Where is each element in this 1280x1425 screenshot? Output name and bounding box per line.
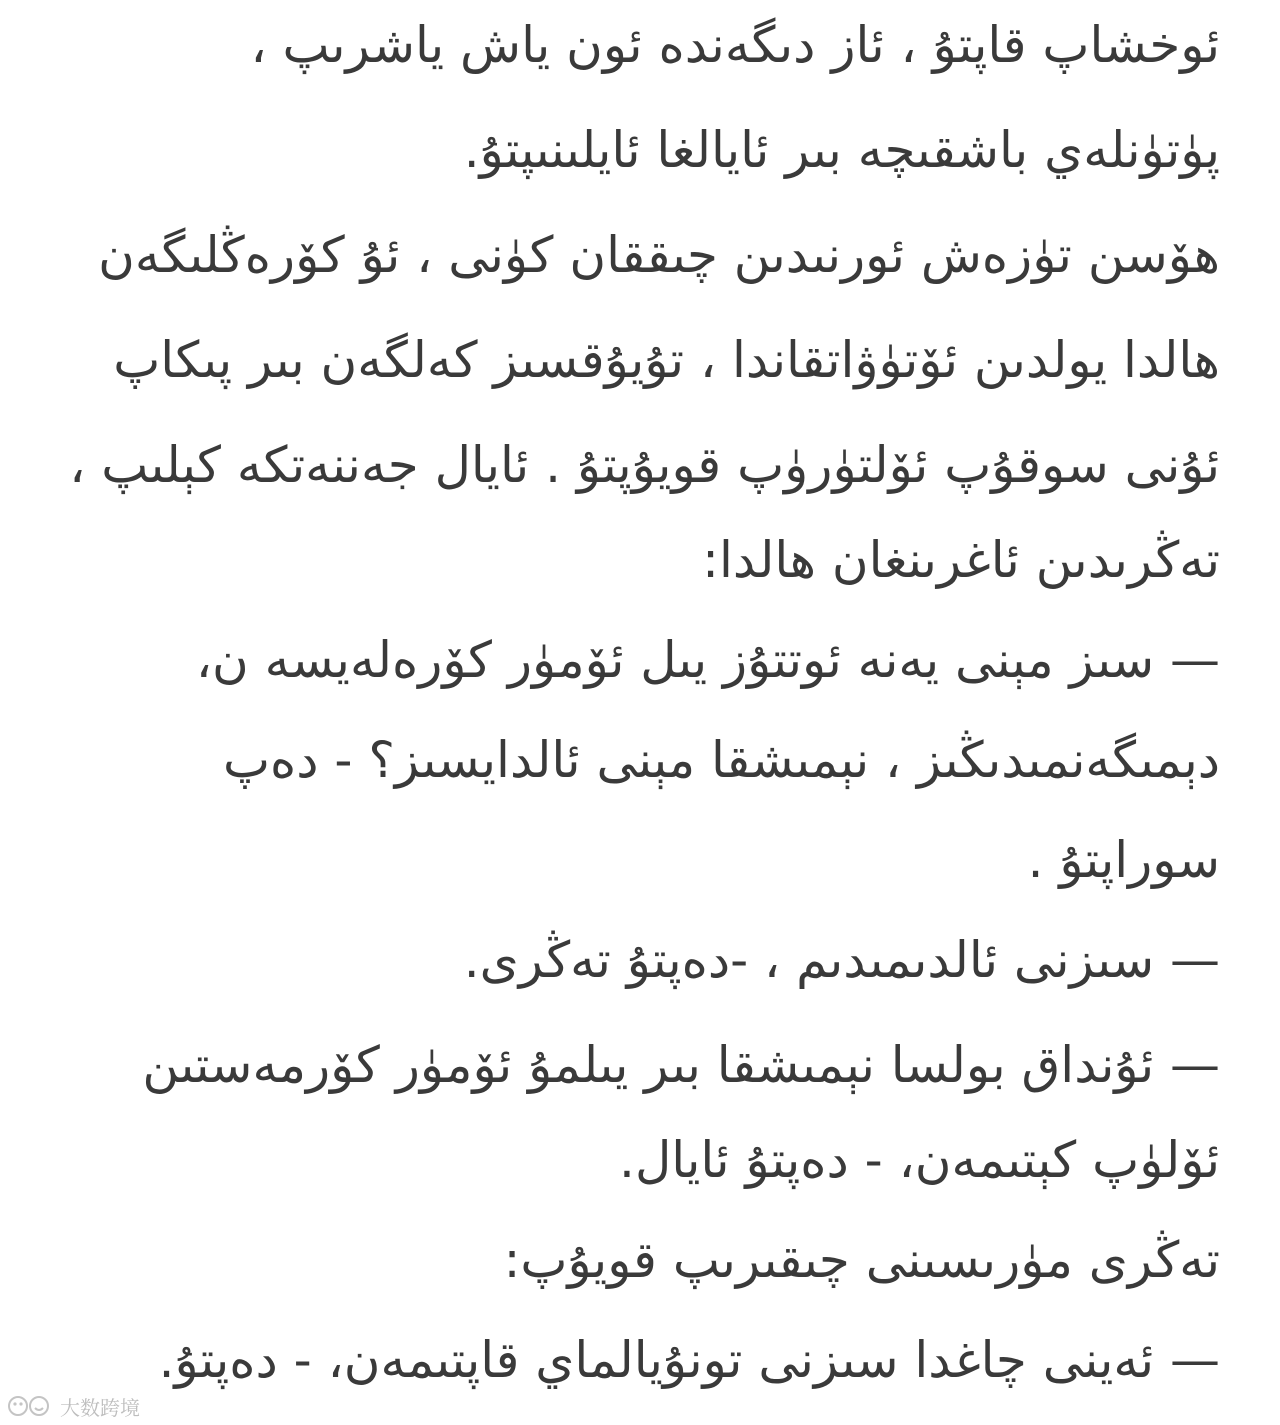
text-line-4: ھالدا يولدىن ئۆتۈۋاتقاندا ، تۇيۇقسىز كەلگەن بىر پىكاپ: [113, 331, 1220, 389]
watermark: [6, 1391, 140, 1421]
text-line-8: دېمىگەنمىدىڭىز ، نېمىشقا مېنى ئالدايسىز؟ - دەپ: [222, 731, 1220, 789]
text-line-9: سوراپتۇ .: [1027, 831, 1220, 889]
watermark-text: 大数跨境: [60, 1395, 140, 1420]
text-line-11: — ئۇنداق بولسا نېمىشقا بىر يىلمۇ ئۆمۈر كۆرمەستىن: [142, 1036, 1220, 1094]
text-line-13: تەڭرى مۈرىسىنى چىقىرىپ قويۇپ:: [503, 1231, 1220, 1289]
kaola-logo-icon: [6, 1393, 54, 1419]
text-line-3: ھۆسن تۈزەش ئورنىدىن چىققان كۈنى ، ئۇ كۆرەڭلىگەن: [98, 226, 1220, 284]
text-line-1: ئوخشاپ قاپتۇ ، ئاز دىگەندە ئون ياش ياشرىپ ،: [250, 16, 1220, 74]
text-line-10: — سىزنى ئالدىمىدىم ، -دەپتۇ تەڭرى.: [463, 931, 1220, 989]
text-line-7: — سىز مېنى يەنە ئوتتۇز يىل ئۆمۈر كۆرەلەيسە ن،: [195, 631, 1220, 689]
text-line-6: تەڭرىدىن ئاغرىنغان ھالدا:: [702, 531, 1220, 589]
text-line-2: پۈتۈنلەي باشقىچە بىر ئايالغا ئايلىنىپتۇ.: [463, 121, 1220, 179]
text-line-12: ئۆلۈپ كېتىمەن، - دەپتۇ ئايال.: [619, 1131, 1220, 1189]
text-line-5: ئۇنى سوقۇپ ئۆلتۈرۈپ قويۇپتۇ . ئايال جەننەتكە كېلىپ ،: [69, 436, 1220, 494]
text-line-14: — ئەينى چاغدا سىزنى تونۇيالماي قاپتىمەن، - دەپتۇ.: [158, 1331, 1220, 1389]
